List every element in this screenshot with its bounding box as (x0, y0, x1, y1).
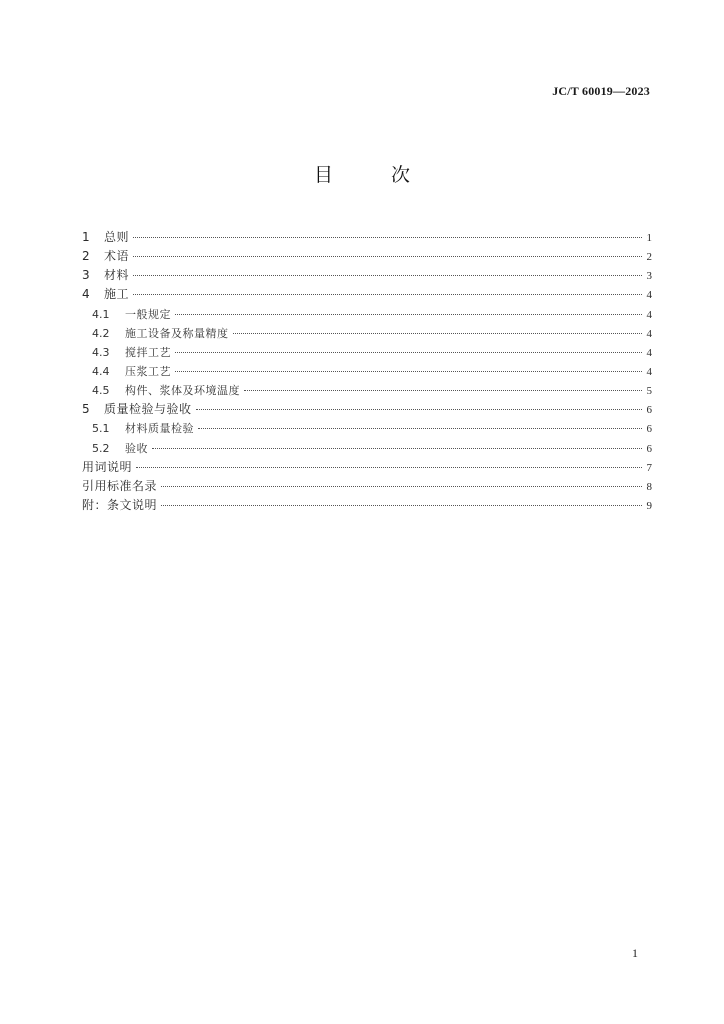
toc-entry-page: 8 (646, 480, 652, 493)
toc-entry-number: 3 (82, 268, 90, 283)
toc-entry-quality-inspection[interactable] (82, 400, 652, 419)
toc-entry-wording-explanation[interactable] (82, 458, 652, 477)
toc-entry-number: 4.2 (92, 326, 110, 340)
toc-entry-material-inspection[interactable] (82, 419, 652, 438)
dot-leader (175, 352, 642, 353)
standard-code: JC/T 60019—2023 (552, 84, 650, 98)
toc-entry-page: 1 (646, 232, 652, 244)
toc-entry-page: 6 (646, 404, 652, 417)
table-of-contents (82, 228, 652, 515)
dot-leader (161, 486, 642, 487)
toc-entry-temperature[interactable] (82, 381, 652, 400)
dot-leader (133, 275, 642, 276)
toc-entry-label: 引用标准名录 (82, 478, 158, 493)
toc-entry-number: 1 (82, 230, 90, 244)
toc-entry-page: 4 (646, 308, 652, 321)
toc-entry-page: 4 (646, 289, 652, 302)
toc-entry-label: 搅拌工艺 (125, 345, 171, 359)
toc-entry-number: 4.4 (92, 364, 110, 378)
toc-entry-general-rules[interactable] (82, 305, 652, 324)
toc-entry-page: 5 (646, 385, 652, 398)
toc-entry-page: 2 (646, 251, 652, 264)
dot-leader (133, 256, 642, 257)
dot-leader (175, 314, 642, 315)
dot-leader (133, 237, 642, 238)
toc-entry-label: 施工设备及称量精度 (125, 326, 229, 340)
toc-entry-label: 构件、浆体及环境温度 (125, 384, 240, 398)
toc-entry-page: 4 (646, 327, 652, 340)
toc-entry-number: 5.1 (92, 422, 110, 436)
dot-leader (161, 505, 642, 506)
dot-leader (152, 448, 642, 449)
toc-entry-number: 5 (82, 402, 90, 417)
toc-entry-acceptance[interactable] (82, 439, 652, 458)
dot-leader (133, 294, 642, 295)
toc-entry-label: 材料 (104, 268, 130, 283)
toc-entry-number: 4 (82, 287, 90, 302)
toc-entry-label: 一般规定 (125, 307, 171, 321)
dot-leader (233, 333, 643, 334)
toc-entry-general-provisions[interactable] (82, 228, 652, 247)
toc-entry-equipment-precision[interactable] (82, 324, 652, 343)
toc-entry-label: 术语 (104, 249, 130, 264)
toc-entry-number: 4.5 (92, 384, 110, 398)
toc-entry-construction[interactable] (82, 285, 652, 304)
toc-entry-label: 验收 (125, 441, 148, 455)
toc-entry-terms[interactable] (82, 247, 652, 266)
toc-entry-label: 材料质量检验 (125, 422, 194, 436)
toc-entry-clause-explanation[interactable] (82, 496, 652, 515)
dot-leader (196, 409, 642, 410)
toc-entry-label: 附：条文说明 (82, 497, 158, 512)
toc-entry-page: 6 (646, 423, 652, 436)
toc-entry-page: 6 (646, 442, 652, 455)
toc-entry-label: 施工 (104, 287, 130, 302)
toc-entry-label: 用词说明 (82, 459, 133, 474)
toc-entry-materials[interactable] (82, 266, 652, 285)
toc-entry-page: 4 (646, 365, 652, 378)
toc-entry-number: 4.1 (92, 307, 110, 321)
page-number: 1 (632, 946, 638, 960)
dot-leader (198, 428, 642, 429)
toc-entry-label: 总则 (104, 230, 130, 244)
toc-entry-grouting-process[interactable] (82, 362, 652, 381)
toc-title: 目 次 (313, 164, 437, 186)
dot-leader (244, 390, 642, 391)
toc-entry-page: 9 (646, 499, 652, 512)
toc-entry-page: 3 (646, 270, 652, 283)
toc-entry-mixing-process[interactable] (82, 343, 652, 362)
toc-entry-number: 4.3 (92, 345, 110, 359)
toc-entry-label: 压浆工艺 (125, 364, 171, 378)
toc-entry-number: 2 (82, 249, 90, 264)
toc-entry-label: 质量检验与验收 (104, 402, 192, 417)
toc-entry-page: 7 (646, 461, 652, 474)
toc-entry-referenced-standards[interactable] (82, 477, 652, 496)
toc-entry-page: 4 (646, 346, 652, 359)
dot-leader (175, 371, 642, 372)
dot-leader (136, 467, 642, 468)
toc-entry-number: 5.2 (92, 441, 110, 455)
